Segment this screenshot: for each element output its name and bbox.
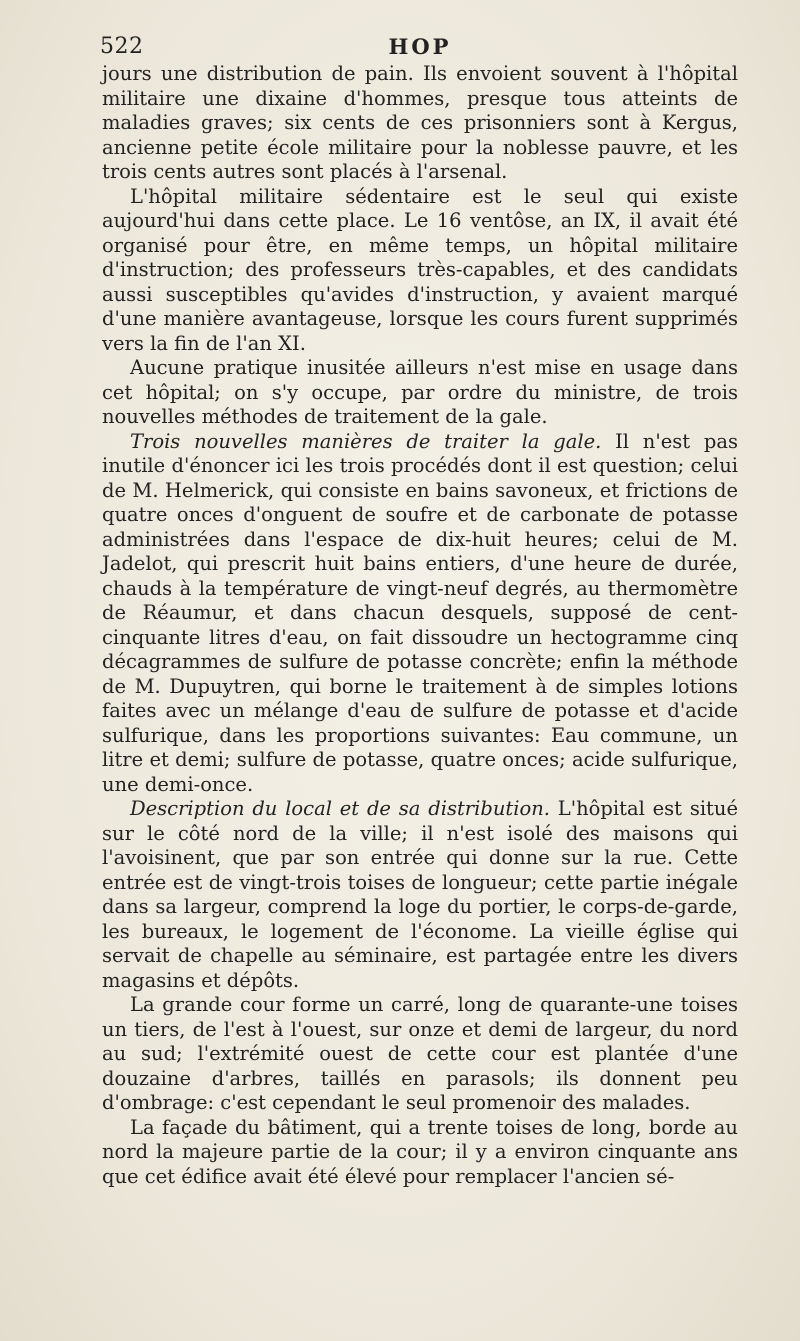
paragraph-text: Il n'est pas inutile d'énoncer ici les trois procédés dont il est question; celui de M. Helmerick, qui consiste en bains savoneux, et frictions de quatre onces d'onguent de soufre et de carbonate de potasse administrées dans l'espace de dix-huit heures; celui de M. Jadelot, qui prescrit huit bains entiers, d'une heure de durée, chauds à la température de vingt-neuf degrés, au thermomètre de Réaumur, et dans chacun desquels, supposé de cent-cinquante litres d'eau, on fait dissoudre un hectogramme cinq décagrammes de sulfure de potasse concrète; enfin la méthode de M. Dupuytren, qui borne le traitement à de simples lotions faites avec un mélange d'eau de sulfure de potasse et d'acide sulfurique, dans les proportions suivantes: Eau commune, un litre et demi; sulfure de potasse, quatre onces; acide sulfurique, une demi-once. <box>102 429 738 796</box>
paragraph <box>102 62 738 185</box>
running-head: HOP <box>388 34 452 59</box>
paragraph-text: La grande cour forme un carré, long de quarante-une toises un tiers, de l'est à l'ouest, sur onze et demi de largeur, du nord au sud; l'extrémité ouest de cette cour est plantée d'une douzaine d'arbres, taillés en parasols; ils donnent peu d'ombrage: c'est cependant le seul promenoir des malades. <box>102 993 738 1114</box>
page-number: 522 <box>100 34 144 59</box>
paragraph <box>102 430 738 798</box>
paragraph-text: L'hôpital militaire sédentaire est le seul qui existe aujourd'hui dans cette place. Le 16 ventôse, an IX, il avait été organisé pour être, en même temps, un hôpital militaire d'instruction; des professeurs très-capables, et des candidats aussi susceptibles qu'avides d'instruction, y avaient marqué d'une manière avantageuse, lorsque les cours furent supprimés vers la fin de l'an XI. <box>102 184 738 355</box>
section-heading: Description du local et de sa distribution. <box>130 797 550 820</box>
paragraph-text: jours une distribution de pain. Ils envoient souvent à l'hôpital militaire une dixaine d'hommes, presque tous atteints de maladies graves; six cents de ces prisonniers sont à Kergus, ancienne petite école militaire pour la noblesse pauvre, et les trois cents autres sont placés à l'arsenal. <box>102 62 738 183</box>
paragraph <box>102 356 738 430</box>
paragraph <box>102 993 738 1116</box>
paragraph <box>102 185 738 357</box>
paragraph-text: L'hôpital est situé sur le côté nord de la ville; il n'est isolé des maisons qui l'avoisinent, que par son entrée qui donne sur la rue. Cette entrée est de vingt-trois toises de longueur; cette partie inégale dans sa largeur, comprend la loge du portier, le corps-de-garde, les bureaux, le logement de l'économe. La vieille église qui servait de chapelle au séminaire, est partagée entre les divers magasins et dépôts. <box>102 797 738 992</box>
page-header <box>100 34 740 64</box>
paragraph <box>102 1116 738 1190</box>
paragraph <box>102 797 738 993</box>
body-text <box>102 62 738 1189</box>
section-heading: Trois nouvelles manières de traiter la gale. <box>130 429 602 453</box>
paragraph-text: La façade du bâtiment, qui a trente toises de long, borde au nord la majeure partie de la cour; il y a environ cinquante ans que cet édifice avait été élevé pour remplacer l'ancien sé- <box>102 1115 738 1188</box>
paragraph-text: Aucune pratique inusitée ailleurs n'est mise en usage dans cet hôpital; on s'y occupe, par ordre du ministre, de trois nouvelles méthodes de traitement de la gale. <box>102 356 738 428</box>
